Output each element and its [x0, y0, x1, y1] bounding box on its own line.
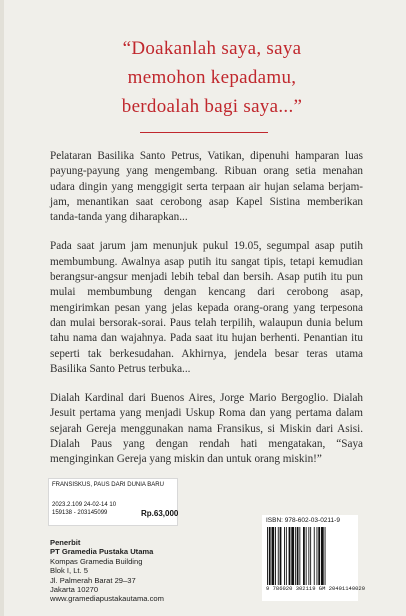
publisher-street: Jl. Palmerah Barat 29–37 — [50, 575, 136, 585]
sticker-code-1: 2023.2.109 24-02-14 10 — [52, 502, 117, 508]
publisher-building: Kompas Gramedia Building — [50, 556, 143, 566]
synopsis-paragraph-3: Dialah Kardinal dari Buenos Aires, Jorge Mario Bergoglio. Dialah Jesuit pertama yang menjadi Uskup Roma dan yang pertama dalam sejarah Gereja menggunakan nama Fransikus, si Miskin dari Asisi. Dialah Paus yang dengan rendah hati mengatakan, “Saya menginginkan Gereja yang miskin dan untuk orang miskin!” — [50, 392, 363, 466]
synopsis-paragraph-2: Pada saat jarum jam menunjuk pukul 19.05, segumpal asap putih membumbung. Awalnya asap putih itu sangat tipis, tetapi kemudian berangsur-angsur menjadi lebih tebal dan bersih. Asap putih itu pun mulai membumbung dengan kencang dari cerobong asap, mengirimkan pesan yang jelas kepada orang-orang yang terpesona dan mulai bersorak-sorai. Paus telah terpilih, walaupun dunia belum tahu nama dan wajahnya. Pada saat itu hujan berhenti. Penantian itu seperti tak berkesudahan. Akhirnya, jendela besar teras utama Basilika Santo Petrus terbuka... — [50, 240, 363, 375]
publisher-block: Blok I, Lt. 5 — [50, 566, 88, 576]
quote-line-3: berdoalah bagi saya...” — [121, 96, 303, 117]
quote-line-1: “Doakanlah saya, saya — [122, 38, 302, 59]
isbn-number: 9 786020 302119 GM 20401140020 — [266, 585, 366, 592]
barcode-icon — [266, 527, 352, 585]
publisher-website: www.gramediapustakautama.com — [50, 594, 164, 604]
publisher-label: Penerbit — [50, 538, 81, 547]
publisher-info — [50, 538, 164, 604]
synopsis-paragraph-1: Pelataran Basilika Santo Petrus, Vatikan, dipenuhi hamparan luas payung-payung yang mengembang. Ribuan orang setia menahan udara dingin yang menggigit serta terpaan air hujan selama berjam-jam, menantikan saat cerobong asap Kapel Sistina memberikan tanda-tanda yang diharapkan... — [50, 150, 363, 224]
pull-quote — [52, 34, 372, 121]
sticker-code-2: 159138 - 203145099 — [52, 510, 108, 516]
sticker-price: Rp.63,000 — [141, 509, 179, 518]
publisher-city: Jakarta 10270 — [50, 585, 99, 595]
sticker-title: FRANSISKUS, PAUS DARI DUNIA BARU — [52, 482, 164, 488]
isbn-label: ISBN: 978-602-03-0211-9 — [266, 517, 340, 524]
quote-line-2: memohon kepadamu, — [127, 67, 297, 88]
price-sticker — [48, 478, 178, 526]
publisher-name: PT Gramedia Pustaka Utama — [50, 547, 154, 557]
isbn-barcode-block — [262, 515, 366, 601]
synopsis — [50, 149, 363, 482]
spine-edge — [0, 0, 4, 616]
quote-divider — [140, 132, 268, 133]
